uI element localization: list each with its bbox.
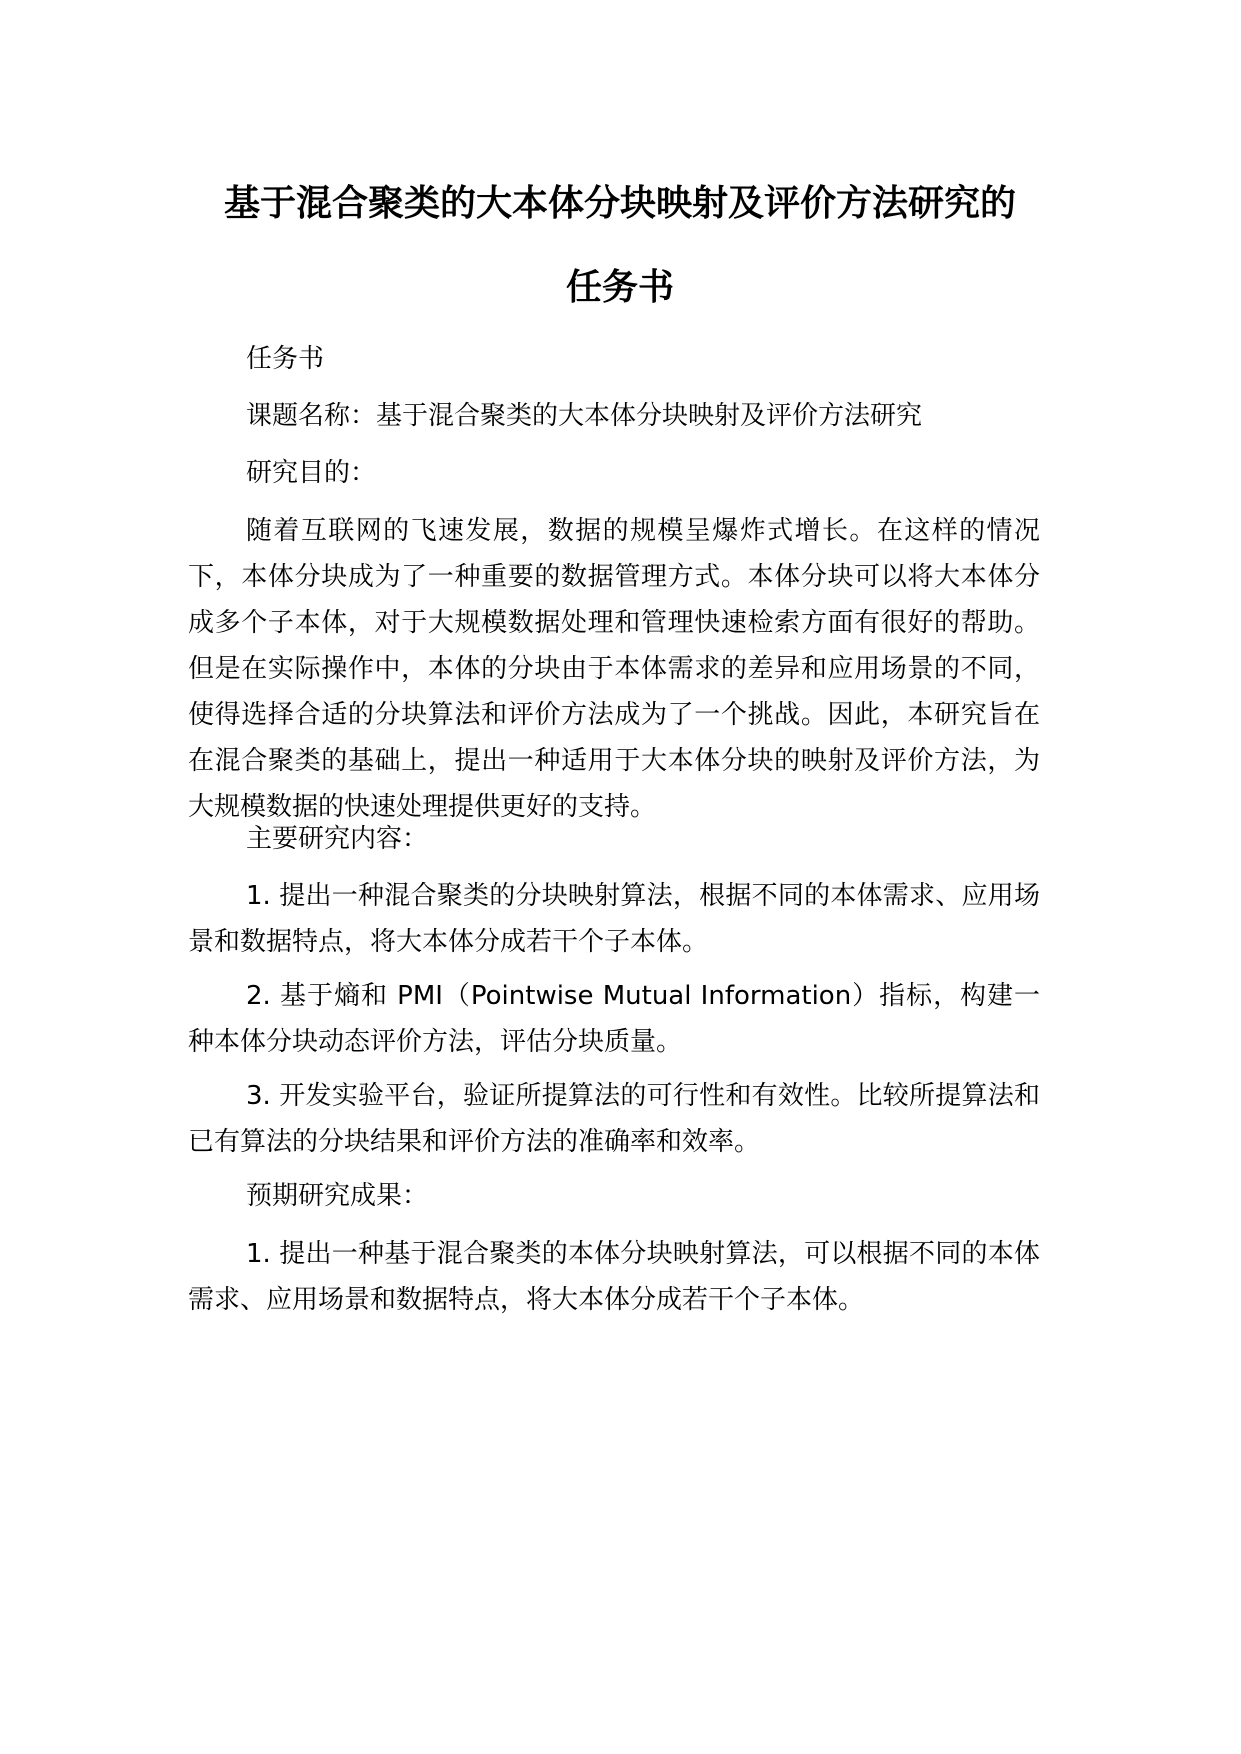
paragraph-heading-purpose: 研究目的： (246, 458, 377, 488)
paragraph-heading-expected-results: 预期研究成果： (246, 1181, 429, 1211)
paragraph-heading-task: 任务书 (246, 344, 325, 374)
paragraph-heading-main-content: 主要研究内容： (246, 824, 429, 854)
paragraph-purpose-body: 随着互联网的飞速发展，数据的规模呈爆炸式增长。在这样的情况下，本体分块成为了一种重要的数据管理方式。本体分块可以将大本体分成多个子本体，对于大规模数据处理和管理快速检索方面有很好的帮助。但是在实际操作中，本体的分块由于本体需求的差异和应用场景的不同，使得选择合适的分块算法和评价方法成为了一个挑战。因此，本研究旨在在混合聚类的基础上，提出一种适用于大本体分块的映射及评价方法，为大规模数据的快速处理提供更好的支持。 (188, 516, 1040, 822)
paragraph-topic-name: 课题名称：基于混合聚类的大本体分块映射及评价方法研究 (246, 401, 923, 431)
paragraph-content-item-2: 2. 基于熵和 PMI（Pointwise Mutual Information）指标，构建一种本体分块动态评价方法，评估分块质量。 (188, 981, 1040, 1057)
paragraph-content-item-3: 3. 开发实验平台，验证所提算法的可行性和有效性。比较所提算法和已有算法的分块结果和评价方法的准确率和效率。 (188, 1081, 1040, 1157)
paragraph-content-item-1: 1. 提出一种混合聚类的分块映射算法，根据不同的本体需求、应用场景和数据特点，将大本体分成若干个子本体。 (188, 881, 1040, 957)
paragraph-result-item-1: 1. 提出一种基于混合聚类的本体分块映射算法，可以根据不同的本体需求、应用场景和数据特点，将大本体分成若干个子本体。 (188, 1239, 1040, 1315)
document-title-line-1: 基于混合聚类的大本体分块映射及评价方法研究的 (223, 183, 1016, 224)
document-title-line-2: 任务书 (565, 267, 674, 308)
